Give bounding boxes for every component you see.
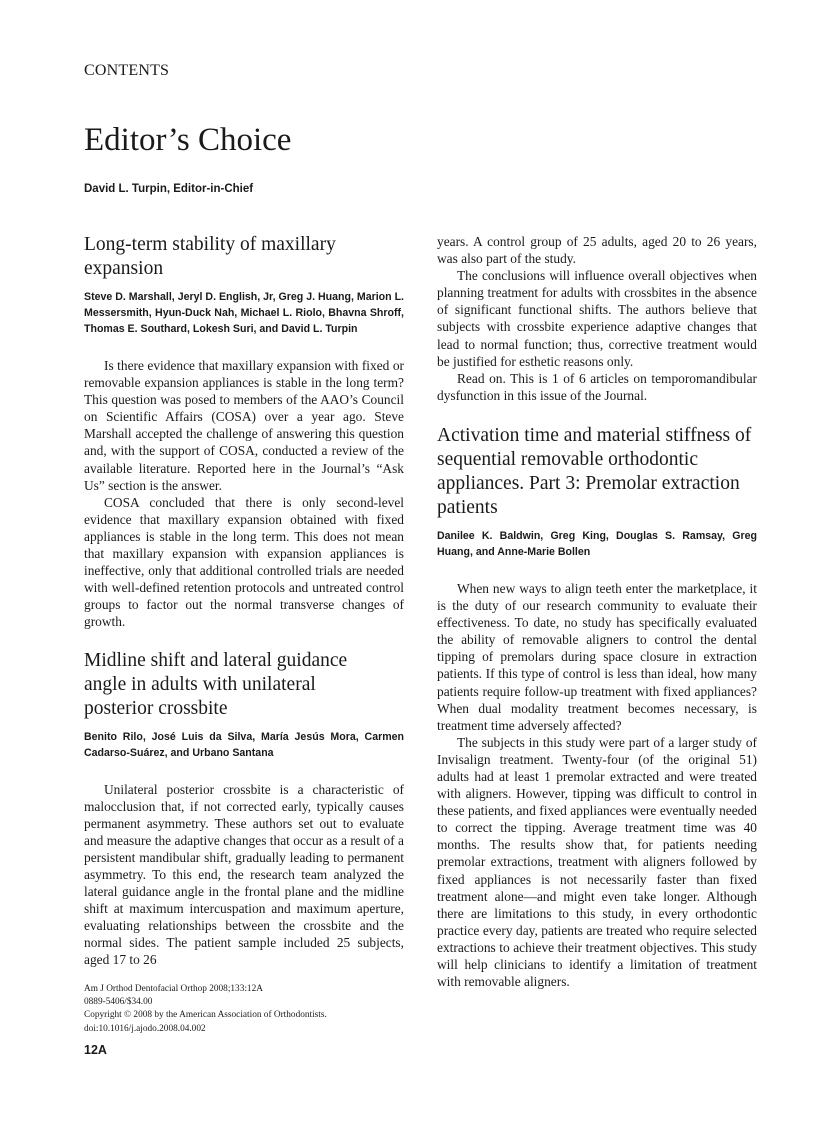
article-paragraph: The conclusions will influence overall objectives when planning treatment for adults with crossbites in the absence of significant functional shifts. The authors believe that subjects with crossbite experience adaptive changes that lead to normal function; thus, corrective treatment would be justified for esthetic reasons only.	[437, 268, 757, 369]
doi: doi:10.1016/j.ajodo.2008.04.002	[84, 1023, 206, 1034]
article-authors: Steve D. Marshall, Jeryl D. English, Jr, Greg J. Huang, Marion L. Messersmith, Hyun-Duck Nah, Michael L. Riolo, Bhavna Shroff, Thomas E. Southard, Lokesh Suri, and David L. Turpin	[84, 291, 404, 335]
issn: 0889-5406/$34.00	[84, 997, 153, 1008]
citation-footer	[84, 983, 327, 1036]
article-paragraph: years. A control group of 25 adults, aged 20 to 26 years, was also part of the study.	[437, 234, 757, 267]
article-title: Midline shift and lateral guidance angle in adults with unilateral posterior crossbite	[84, 649, 348, 719]
page-number: 12A	[84, 1043, 107, 1057]
article-paragraph: Is there evidence that maxillary expansion with fixed or removable expansion appliances is stable in the long term? This question was posed to members of the AAO’s Council on Scientific Affairs (COSA) over a year ago. Steve Marshall accepted the challenge of answering this question and, with the support of COSA, conducted a review of the available literature. Reported here in the Journal’s “Ask Us” section is the answer.	[84, 358, 404, 493]
article-authors: Danilee K. Baldwin, Greg King, Douglas S. Ramsay, Greg Huang, and Anne-Marie Bollen	[437, 529, 757, 558]
right-column	[437, 233, 757, 990]
journal-citation: Am J Orthod Dentofacial Orthop 2008;133:12A	[84, 984, 263, 994]
article-title: Activation time and material stiffness of sequential removable orthodontic appliances. Part 3: Premolar extraction patients	[437, 424, 752, 518]
article-authors: Benito Rilo, José Luis da Silva, María Jesús Mora, Carmen Cadarso-Suárez, and Urbano Santana	[84, 730, 404, 759]
article-paragraph: When new ways to align teeth enter the marketplace, it is the duty of our research community to evaluate their effectiveness. To date, no study has specifically evaluated the ability of removable aligners to control the dental tipping of premolars during space closure in extraction patients. If this type of control is less than ideal, how many patients require follow-up treatment with fixed appliances? When dual modality treatment becomes necessary, is treatment time adversely affected?	[437, 580, 757, 733]
article-title: Long-term stability of maxillary expansion	[84, 234, 336, 279]
article-paragraph: Unilateral posterior crossbite is a characteristic of malocclusion that, if not corrected early, typically causes permanent asymmetry. These authors set out to evaluate and measure the adaptive changes that occur as a result of a persistent mandibular shift, gradually leading to permanent asymmetry. To this end, the research team analyzed the lateral guidance angle in the frontal plane and the midline shift at maximum intercuspation and maximum aperture, evaluating relationships between the crossbite and the normal sides. The patient sample included 25 subjects, aged 17 to 26	[84, 781, 404, 968]
article-3	[437, 424, 757, 990]
left-column	[84, 233, 404, 969]
copyright: Copyright © 2008 by the American Association of Orthodontists.	[84, 1010, 327, 1021]
page-title: Editor’s Choice	[84, 122, 292, 158]
article-1	[84, 233, 404, 631]
article-2	[84, 649, 404, 969]
editor-byline: David L. Turpin, Editor-in-Chief	[84, 183, 254, 195]
section-label: CONTENTS	[84, 62, 170, 79]
article-paragraph: The subjects in this study were part of a larger study of Invisalign treatment. Twenty-four (of the original 51) adults had at least 1 premolar extracted and were treated with aligners. However, tipping was difficult to control in these patients, and fixed appliances were eventually needed to correct the tipping. Average treatment time was 40 months. The results show that, for patients needing premolar extractions, treatment with aligners followed by fixed appliances is not necessarily faster than fixed treatment alone—and might even take longer. Although there are limitations to this study, in every orthodontic practice every day, patients are treated who require selected extractions to achieve their treatment objectives. This study will help clinicians to identify a limitation of treatment with removable aligners.	[437, 734, 757, 990]
article-paragraph: Read on. This is 1 of 6 articles on temporomandibular dysfunction in this issue of the Journal.	[437, 370, 757, 403]
article-paragraph: COSA concluded that there is only second-level evidence that maxillary expansion obtained with fixed appliances is stable in the long term. This does not mean that maxillary expansion with expansion appliances is ineffective, only that additional controlled trials are needed with well-defined retention protocols and untreated control groups to factor out the normal transverse changes of growth.	[84, 494, 404, 630]
